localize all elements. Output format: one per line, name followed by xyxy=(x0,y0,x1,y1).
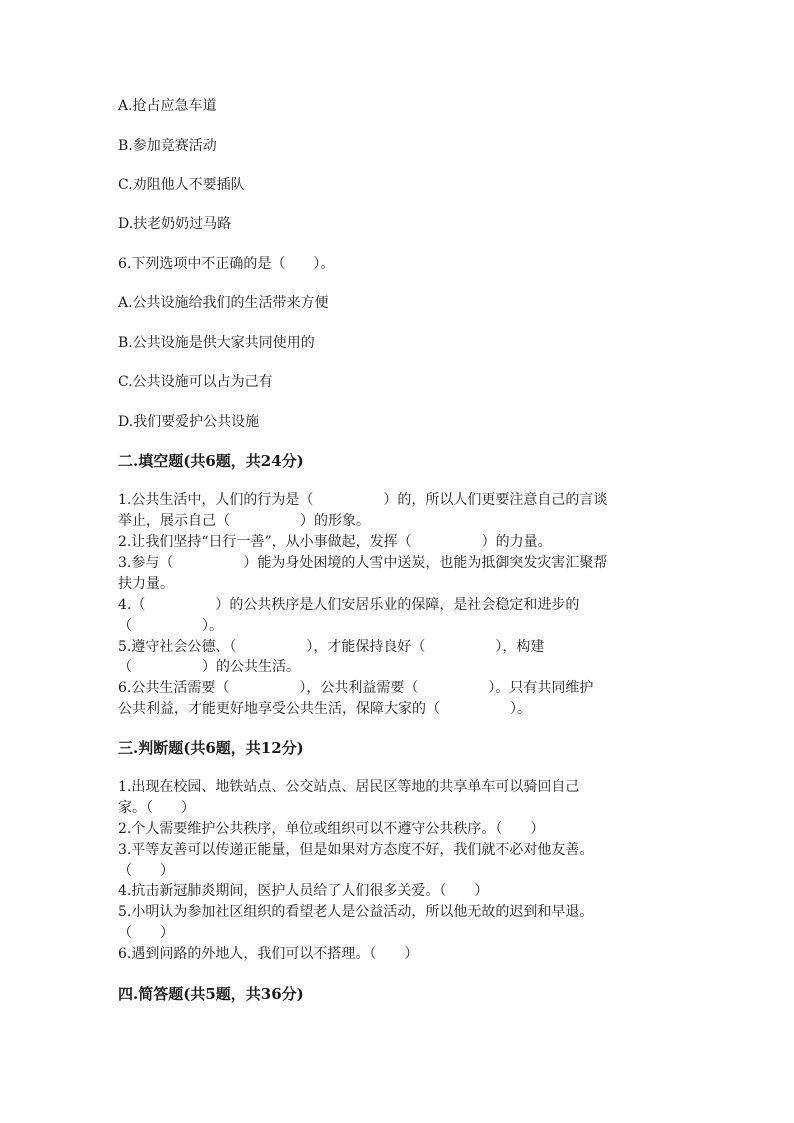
fill-line: 举止，展示自己（ ）的形象。 xyxy=(118,513,370,529)
judge-line: 4.抗击新冠肺炎期间，医护人员给了人们很多关爱。（ ） xyxy=(118,883,489,899)
q6-stem: 6.下列选项中不正确的是（ ）。 xyxy=(118,256,335,272)
q5-option-a: A.抢占应急车道 xyxy=(118,98,217,114)
fill-line: 3.参与（ ）能为身处困境的人雪中送炭，也能为抵御突发灾害汇聚帮 xyxy=(118,555,608,571)
q5-option-d: D.扶老奶奶过马路 xyxy=(118,216,232,232)
judge-line: 2.个人需要维护公共秩序，单位或组织可以不遵守公共秩序。（ ） xyxy=(118,821,545,837)
fill-line: （ ）的公共生活。 xyxy=(118,659,300,675)
q6-option-c: C.公共设施可以占为己有 xyxy=(118,374,273,390)
fill-line: 公共利益，才能更好地享受公共生活，保障大家的（ ）。 xyxy=(118,701,531,717)
section2-heading: 二.填空题(共6题，共24分) xyxy=(118,452,304,470)
fill-line: 4.（ ）的公共秩序是人们安居乐业的保障，是社会稳定和进步的 xyxy=(118,597,580,613)
section4-heading: 四.简答题(共5题，共36分) xyxy=(118,985,304,1003)
judge-line: （ ） xyxy=(118,925,174,941)
judge-line: 3.平等友善可以传递正能量，但是如果对方态度不好，我们就不必对他友善。 xyxy=(118,842,594,858)
judge-line: 5.小明认为参加社区组织的看望老人是公益活动，所以他无故的迟到和早退。 xyxy=(118,904,594,920)
fill-line: 5.遵守社会公德、（ ），才能保持良好（ ），构建 xyxy=(118,639,545,655)
judge-line: （ ） xyxy=(118,863,174,879)
fill-line: 6.公共生活需要（ ），公共利益需要（ ）。只有共同维护 xyxy=(118,680,594,696)
judge-line: 6.遇到问路的外地人，我们可以不搭理。（ ） xyxy=(118,946,419,962)
fill-line: （ ）。 xyxy=(118,618,223,634)
q6-option-b: B.公共设施是供大家共同使用的 xyxy=(118,335,315,351)
judge-line: 1.出现在校园、地铁站点、公交站点、居民区等地的共享单车可以骑回自己 xyxy=(118,779,580,795)
q6-option-d: D.我们要爱护公共设施 xyxy=(118,414,260,430)
judge-line: 家。（ ） xyxy=(118,800,195,816)
section3-heading: 三.判断题(共6题，共12分) xyxy=(118,739,304,757)
q5-option-b: B.参加竞赛活动 xyxy=(118,138,217,154)
fill-line: 2.让我们坚持“日行一善”，从小事做起，发挥（ ）的力量。 xyxy=(118,534,552,550)
fill-line: 1.公共生活中，人们的行为是（ ）的，所以人们更要注意自己的言谈 xyxy=(118,492,608,508)
q6-option-a: A.公共设施给我们的生活带来方便 xyxy=(118,295,329,311)
fill-line: 扶力量。 xyxy=(118,576,174,592)
q5-option-c: C.劝阻他人不要插队 xyxy=(118,177,245,193)
